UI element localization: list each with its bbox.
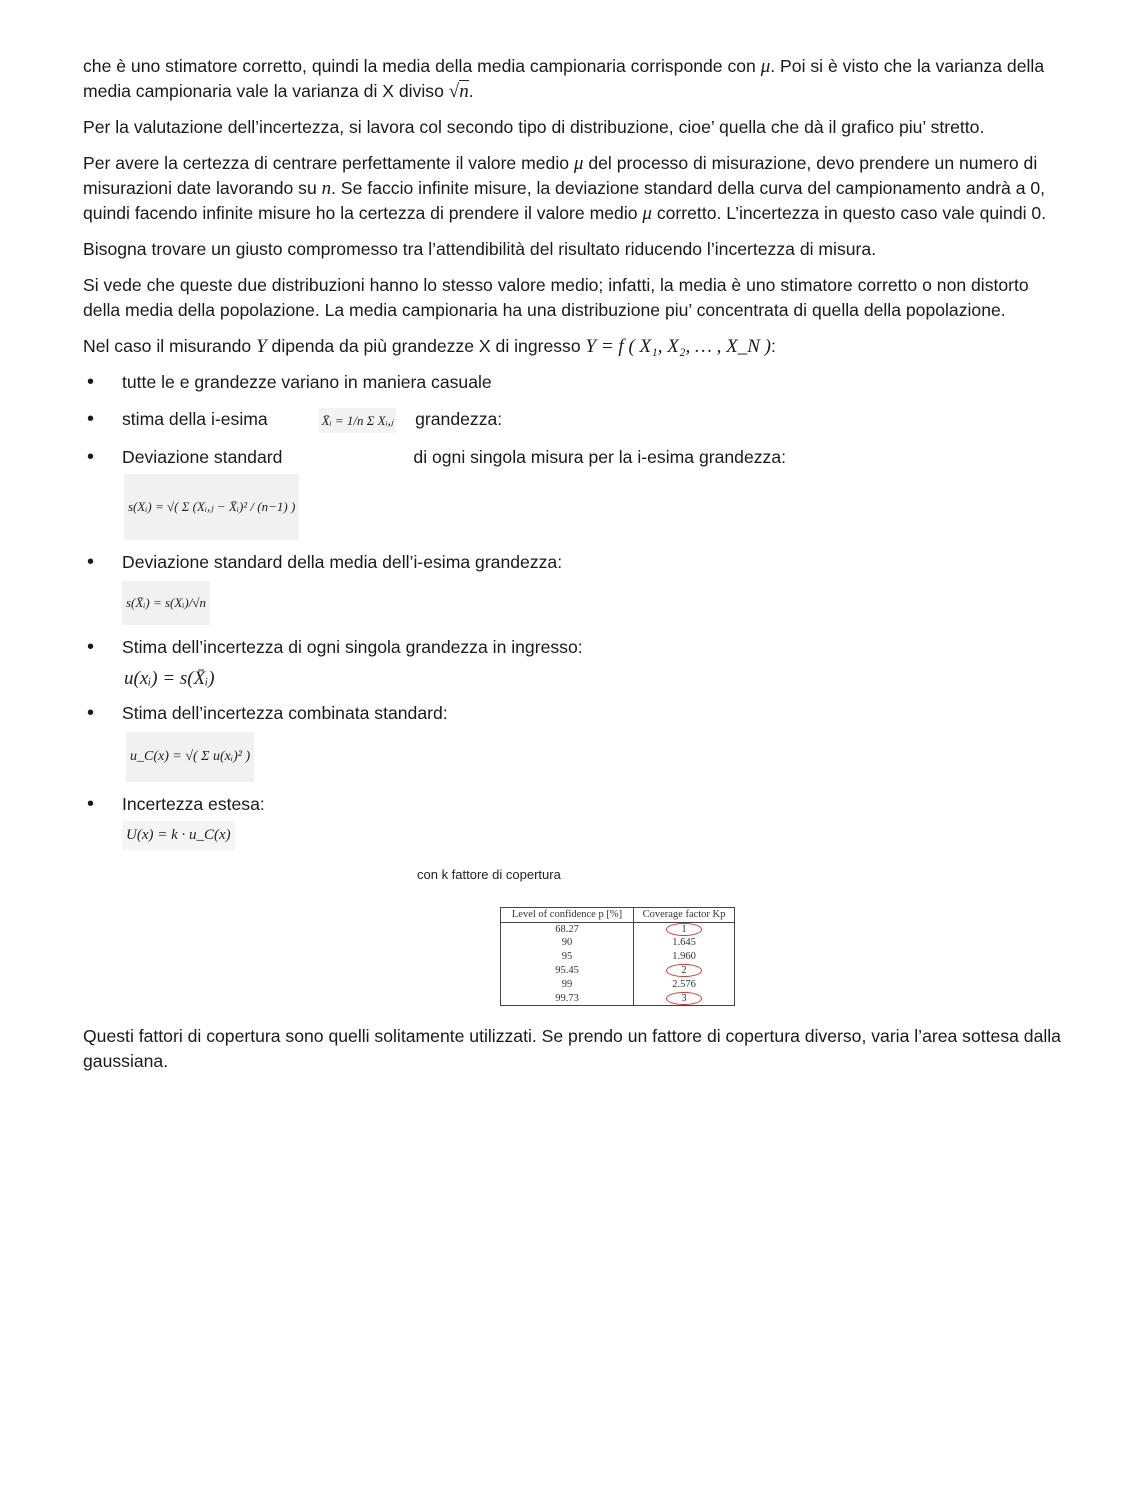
paragraph-2: Per la valutazione dell’incertezza, si lavora col secondo tipo di distribuzione, cioe’ quella che dà il grafico piu’ stretto. — [83, 117, 985, 137]
u-xi-formula: u(xᵢ) = s(X̄ᵢ) — [124, 667, 215, 689]
paragraph-4: Bisogna trovare un giusto compromesso tra l’attendibilità del risultato riducendo l’incertezza di misura. — [83, 239, 877, 259]
mean-formula: X̄ᵢ = 1/n Σ Xᵢ,ⱼ — [319, 408, 397, 433]
table-header-row — [501, 907, 735, 922]
uc-formula: u_C(x) = √( Σ u(xᵢ)² ) — [126, 732, 254, 782]
paragraph-1: che è uno stimatore corretto, quindi la media della media campionaria corrisponde con μ. Poi si è visto che la varianza della media campionaria vale la varianza di X diviso √n. — [83, 56, 1045, 102]
paragraph-3: Per avere la certezza di centrare perfettamente il valore medio μ del processo di misurazione, devo prendere un numero di misurazioni date lavorando su n. Se faccio infinite misure, la deviazione standard della curva del campionamento andrà a 0, quindi facendo infinite misure ho la certezza di prendere il valore medio μ corretto. L’incertezza in questo caso vale quindi 0. — [83, 153, 1047, 224]
table-row: 68.27 1 — [501, 922, 735, 936]
list-item: • Deviazione standard di ogni singola misura per la i-esima grandezza: — [83, 445, 1068, 470]
list-item: • Deviazione standard della media dell’i-esima grandezza: — [83, 550, 1068, 575]
function-formula: Y = f ( X₁, X₂, … , X_N ) — [585, 336, 771, 357]
circled-value: 1 — [666, 923, 701, 936]
paragraph-6: Nel caso il misurando Y dipenda da più grandezze X di ingresso Y = f ( X₁, X₂, … , X_N ): — [83, 336, 776, 357]
list-item: • stima della i-esima X̄ᵢ = 1/n Σ Xᵢ,ⱼ grandezza: — [83, 407, 1068, 433]
std-formula-block — [83, 474, 1068, 540]
table-row: 99 2.576 — [501, 978, 735, 992]
list-item: • Stima dell’incertezza combinata standard: — [83, 701, 1068, 726]
table-header: Level of confidence p [%] — [501, 907, 634, 922]
mu-symbol: μ — [760, 56, 771, 77]
table-row: 95 1.960 — [501, 950, 735, 964]
extended-uncertainty-formula: U(x) = k · u_C(x) — [122, 821, 235, 850]
table-row: 95.45 2 — [501, 964, 735, 978]
coverage-factor-table — [500, 907, 735, 1007]
circled-value: 2 — [666, 964, 701, 977]
paragraph-7: Questi fattori di copertura sono quelli solitamente utilizzati. Se prendo un fattore di copertura diverso, varia l’area sottesa dalla gaussiana. — [83, 1026, 1061, 1072]
list-item: • Stima dell’incertezza di ogni singola grandezza in ingresso: — [83, 635, 1068, 660]
paragraph-5: Si vede che queste due distribuzioni hanno lo stesso valore medio; infatti, la media è uno stimatore corretto o non distorto della media della popolazione. La media campionaria ha una distribuzione piu’ concentrata di quella della popolazione. — [83, 275, 1029, 320]
table-row: 99.73 3 — [501, 992, 735, 1006]
std-mean-formula: s(X̄ᵢ) = s(Xᵢ)/√n — [122, 581, 210, 625]
table-row: 90 1.645 — [501, 936, 735, 950]
std-formula: s(Xᵢ) = √( Σ (Xᵢ,ⱼ − X̄ᵢ)² / (n−1) ) — [124, 474, 299, 540]
coverage-caption: con k fattore di copertura — [417, 866, 561, 882]
list-item: • Incertezza estesa: — [83, 792, 1068, 817]
bullet-list — [83, 370, 1068, 470]
list-item: • tutte le e grandezze variano in maniera casuale — [83, 370, 1068, 395]
circled-value: 3 — [666, 992, 701, 1005]
table-header: Coverage factor Kp — [634, 907, 735, 922]
document-page — [83, 54, 1068, 1085]
